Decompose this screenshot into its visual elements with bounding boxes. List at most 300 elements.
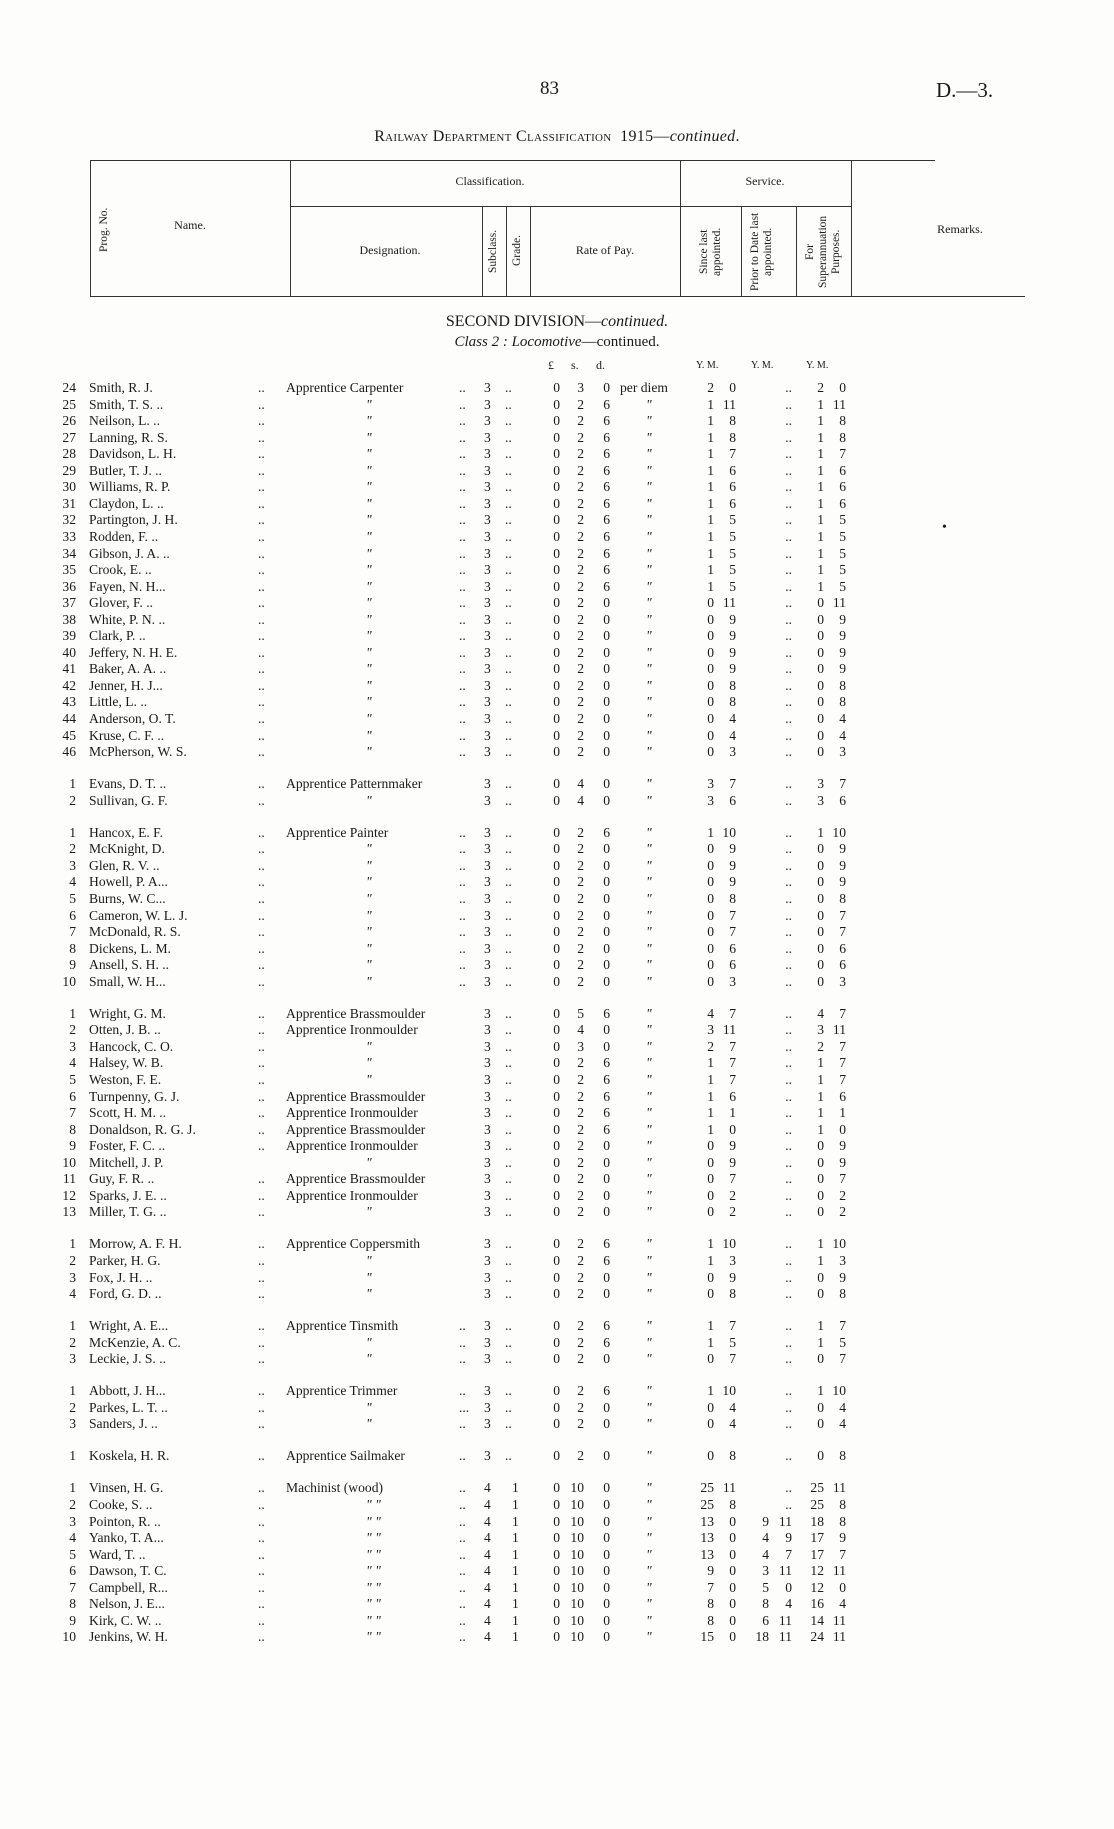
pay-pence-cell: 0 xyxy=(603,890,610,906)
pay-shillings-cell: 2 xyxy=(577,711,584,726)
super-years-cell: 0 xyxy=(817,957,824,973)
since-months-cell: 5 xyxy=(729,1334,736,1350)
table-row xyxy=(0,595,1114,612)
leader-dots: .. xyxy=(258,924,265,940)
designation-cell: " xyxy=(366,462,372,478)
pay-pounds-cell: 0 xyxy=(553,528,560,544)
prog-no-cell: 24 xyxy=(62,380,76,395)
prog-no-cell: 7 xyxy=(69,1105,76,1121)
table-row xyxy=(0,1286,1114,1303)
since-months-cell: 11 xyxy=(722,595,736,611)
pay-unit-cell: " xyxy=(646,727,652,743)
leader-dots: .. xyxy=(258,1416,265,1432)
prog-no-cell: 7 xyxy=(69,924,76,940)
super-months-cell: 0 xyxy=(839,1121,846,1137)
name-cell: Jeffery, N. H. E. xyxy=(89,644,178,660)
super-years-cell: 1 xyxy=(817,1071,824,1087)
header-bottom-rule xyxy=(90,296,1025,297)
header-vrule-3 xyxy=(482,206,483,296)
super-months-cell: 4 xyxy=(839,1416,846,1432)
pay-unit-cell: " xyxy=(646,1383,652,1399)
prior-months-cell: .. xyxy=(785,562,792,578)
subclass-cell: 3 xyxy=(484,661,491,677)
name-cell: Fayen, N. H... xyxy=(89,578,166,594)
prog-no-cell: 25 xyxy=(62,396,76,412)
pay-pence-cell: 6 xyxy=(603,1236,610,1252)
pay-shillings-cell: 2 xyxy=(577,661,584,677)
since-months-cell: 9 xyxy=(729,857,736,873)
prior-months-cell: .. xyxy=(785,1334,792,1350)
designation-cell: Apprentice Brassmoulder xyxy=(286,1088,426,1104)
leader-dots: .. xyxy=(459,562,466,578)
prog-no-cell: 5 xyxy=(69,890,76,906)
class-heading xyxy=(0,334,1114,351)
table-row xyxy=(0,891,1114,908)
since-months-cell: 6 xyxy=(729,940,736,956)
designation-cell: " xyxy=(366,562,372,578)
name-cell: Lanning, R. S. xyxy=(89,429,168,445)
prog-no-cell: 32 xyxy=(62,512,76,528)
pay-unit-cell: " xyxy=(646,528,652,544)
leader-dots: .. xyxy=(459,446,466,462)
leader-dots: .. xyxy=(258,462,265,478)
name-cell: Miller, T. G. .. xyxy=(89,1204,167,1220)
leader-dots: .. xyxy=(459,857,466,873)
super-months-cell: 2 xyxy=(839,1187,846,1203)
super-months-cell: 9 xyxy=(839,644,846,660)
super-years-cell: 0 xyxy=(817,1448,824,1464)
since-years-cell: 1 xyxy=(707,396,714,412)
designation-cell: " xyxy=(366,1416,372,1432)
table-row xyxy=(0,1335,1114,1352)
prior-months-cell: .. xyxy=(785,1286,792,1302)
name-cell: Parkes, L. T. .. xyxy=(89,1399,168,1415)
leader-dots: .. xyxy=(459,973,466,989)
pay-shillings-cell: 2 xyxy=(577,595,584,611)
super-years-cell: 0 xyxy=(817,940,824,956)
pay-shillings-cell: 10 xyxy=(570,1513,584,1529)
since-years-cell: 1 xyxy=(707,1334,714,1350)
pay-pence-cell: 6 xyxy=(603,479,610,495)
grade-cell: 1 xyxy=(512,1563,519,1579)
since-years-cell: 13 xyxy=(700,1546,714,1562)
since-months-cell: 3 xyxy=(729,973,736,989)
table-row xyxy=(0,479,1114,496)
prog-no-cell: 42 xyxy=(62,677,76,693)
prog-no-cell: 3 xyxy=(69,1351,76,1367)
name-cell: Wright, G. M. xyxy=(89,1005,166,1021)
super-months-cell: 4 xyxy=(839,1399,846,1415)
pay-pounds-cell: 0 xyxy=(553,841,560,857)
pay-unit-cell: " xyxy=(646,413,652,429)
prog-no-cell: 38 xyxy=(62,611,76,627)
super-months-cell: 0 xyxy=(839,380,846,395)
subclass-cell: 3 xyxy=(484,1448,491,1464)
since-months-cell: 8 xyxy=(729,1286,736,1302)
subclass-cell: 3 xyxy=(484,1204,491,1220)
since-months-cell: 3 xyxy=(729,1252,736,1268)
designation-cell: " " xyxy=(366,1530,381,1546)
since-months-cell: 7 xyxy=(729,446,736,462)
subclass-cell: 3 xyxy=(484,396,491,412)
pay-shillings-cell: 2 xyxy=(577,973,584,989)
super-months-cell: 6 xyxy=(839,940,846,956)
pay-pence-cell: 0 xyxy=(603,1629,610,1645)
pay-unit-cell: " xyxy=(646,973,652,989)
leader-dots: .. xyxy=(505,1416,512,1432)
pay-shillings-cell: 2 xyxy=(577,1187,584,1203)
leader-dots: .. xyxy=(459,890,466,906)
super-years-cell: 1 xyxy=(817,413,824,429)
pay-pence-cell: 6 xyxy=(603,824,610,840)
subclass-cell: 3 xyxy=(484,924,491,940)
since-months-cell: 9 xyxy=(729,841,736,857)
name-cell: Little, L. .. xyxy=(89,694,148,710)
super-years-cell: 0 xyxy=(817,644,824,660)
division-heading xyxy=(0,313,1114,331)
pay-unit-cell: " xyxy=(646,595,652,611)
table-row xyxy=(0,728,1114,745)
super-years-cell: 0 xyxy=(817,874,824,890)
since-years-cell: 0 xyxy=(707,1171,714,1187)
since-months-cell: 8 xyxy=(729,1497,736,1512)
table-row xyxy=(0,1480,1114,1497)
since-months-cell: 7 xyxy=(729,907,736,923)
pay-shillings-cell: 2 xyxy=(577,562,584,578)
prog-no-cell: 29 xyxy=(62,462,76,478)
subclass-cell: 3 xyxy=(484,890,491,906)
subclass-cell: 3 xyxy=(484,479,491,495)
super-years-cell: 1 xyxy=(817,495,824,511)
pay-unit-cell: " xyxy=(646,1286,652,1302)
designation-cell: " xyxy=(366,890,372,906)
designation-cell: Apprentice Sailmaker xyxy=(286,1448,405,1464)
table-row xyxy=(0,628,1114,645)
prog-no-cell: 3 xyxy=(69,1513,76,1529)
table-row xyxy=(0,744,1114,761)
designation-cell: " xyxy=(366,644,372,660)
table-row xyxy=(0,1530,1114,1547)
super-years-cell: 0 xyxy=(817,924,824,940)
grade-cell: 1 xyxy=(512,1596,519,1612)
pay-pounds-cell: 0 xyxy=(553,446,560,462)
table-row xyxy=(0,1547,1114,1564)
super-years-cell: 1 xyxy=(817,1055,824,1071)
name-cell: Burns, W. C... xyxy=(89,890,166,906)
pay-shillings-cell: 2 xyxy=(577,462,584,478)
leader-dots: .. xyxy=(258,628,265,644)
designation-cell: " xyxy=(366,711,372,726)
super-months-cell: 7 xyxy=(839,1318,846,1334)
leader-dots: .. xyxy=(258,413,265,429)
table-row xyxy=(0,1155,1114,1172)
since-years-cell: 0 xyxy=(707,628,714,644)
pay-unit-cell: " xyxy=(646,661,652,677)
designation-cell: " xyxy=(366,1204,372,1220)
pay-shillings-cell: 2 xyxy=(577,1318,584,1334)
table-row xyxy=(0,1204,1114,1221)
table-row xyxy=(0,924,1114,941)
prog-no-cell: 3 xyxy=(69,1416,76,1432)
pay-pence-cell: 0 xyxy=(603,1351,610,1367)
table-row xyxy=(0,825,1114,842)
since-months-cell: 4 xyxy=(729,1399,736,1415)
designation-cell: " xyxy=(366,677,372,693)
prior-years-cell: 6 xyxy=(762,1612,769,1628)
since-years-cell: 0 xyxy=(707,957,714,973)
name-cell: Ford, G. D. .. xyxy=(89,1286,162,1302)
name-cell: Hancox, E. F. xyxy=(89,824,164,840)
prior-months-cell: .. xyxy=(785,595,792,611)
pay-shillings-cell: 2 xyxy=(577,495,584,511)
leader-dots: .. xyxy=(459,841,466,857)
super-years-cell: 0 xyxy=(817,1399,824,1415)
since-years-cell: 0 xyxy=(707,677,714,693)
pay-pence-cell: 6 xyxy=(603,1383,610,1399)
leader-dots: .. xyxy=(505,1286,512,1302)
super-months-cell: 6 xyxy=(839,792,846,808)
pay-shillings-cell: 5 xyxy=(577,1005,584,1021)
super-months-cell: 11 xyxy=(832,396,846,412)
pay-pounds-cell: 0 xyxy=(553,973,560,989)
pay-pence-cell: 0 xyxy=(603,677,610,693)
since-years-cell: 25 xyxy=(700,1497,714,1512)
designation-cell: Apprentice Brassmoulder xyxy=(286,1005,426,1021)
prior-months-cell: .. xyxy=(785,1171,792,1187)
pay-pence-cell: 0 xyxy=(603,727,610,743)
prog-no-cell: 30 xyxy=(62,479,76,495)
pay-pounds-cell: 0 xyxy=(553,462,560,478)
subclass-cell: 4 xyxy=(484,1480,491,1496)
prog-no-cell: 4 xyxy=(69,1055,76,1071)
prior-months-cell: .. xyxy=(785,1154,792,1170)
pay-pence-cell: 0 xyxy=(603,1187,610,1203)
designation-cell: " xyxy=(366,628,372,644)
pay-unit-cell: " xyxy=(646,744,652,760)
pay-pounds-cell: 0 xyxy=(553,1138,560,1154)
pay-pounds-cell: 0 xyxy=(553,907,560,923)
leader-dots: .. xyxy=(505,1236,512,1252)
subclass-cell: 3 xyxy=(484,1071,491,1087)
pay-unit-cell: " xyxy=(646,479,652,495)
pay-pence-cell: 0 xyxy=(603,973,610,989)
leader-dots: .. xyxy=(459,940,466,956)
pay-pounds-cell: 0 xyxy=(553,1269,560,1285)
super-months-cell: 11 xyxy=(832,1629,846,1645)
name-cell: McKenzie, A. C. xyxy=(89,1334,181,1350)
prior-months-cell: .. xyxy=(785,380,792,395)
pay-pence-cell: 6 xyxy=(603,1005,610,1021)
leader-dots: .. xyxy=(505,1252,512,1268)
prog-no-cell: 6 xyxy=(69,907,76,923)
pay-pounds-cell: 0 xyxy=(553,890,560,906)
super-years-cell: 0 xyxy=(817,857,824,873)
since-years-cell: 7 xyxy=(707,1579,714,1595)
prior-years-cell: 9 xyxy=(762,1513,769,1529)
leader-dots: .. xyxy=(258,1497,265,1512)
since-months-cell: 9 xyxy=(729,1154,736,1170)
pay-unit-cell: " xyxy=(646,429,652,445)
pay-shillings-cell: 4 xyxy=(577,776,584,792)
subclass-cell: 3 xyxy=(484,677,491,693)
designation-cell: " xyxy=(366,1269,372,1285)
header-prog-no: Prog. No. xyxy=(98,207,110,253)
prior-months-cell: .. xyxy=(785,1187,792,1203)
leader-dots: .. xyxy=(459,744,466,760)
name-cell: Kirk, C. W. .. xyxy=(89,1612,162,1628)
prior-months-cell: .. xyxy=(785,1252,792,1268)
table-row xyxy=(0,380,1114,397)
since-years-cell: 1 xyxy=(707,1236,714,1252)
pay-unit-cell: " xyxy=(646,1579,652,1595)
table-row xyxy=(0,1022,1114,1039)
leader-dots: .. xyxy=(459,1318,466,1334)
super-years-cell: 0 xyxy=(817,841,824,857)
subclass-cell: 3 xyxy=(484,792,491,808)
leader-dots: .. xyxy=(505,1088,512,1104)
unit-shillings: s. xyxy=(571,358,579,372)
pay-pence-cell: 0 xyxy=(603,1530,610,1546)
super-years-cell: 0 xyxy=(817,1187,824,1203)
table-row xyxy=(0,941,1114,958)
pay-unit-cell: " xyxy=(646,874,652,890)
subclass-cell: 3 xyxy=(484,512,491,528)
table-row xyxy=(0,1253,1114,1270)
prog-no-cell: 27 xyxy=(62,429,76,445)
prog-no-cell: 10 xyxy=(62,1629,76,1645)
pay-unit-cell: " xyxy=(646,1546,652,1562)
super-years-cell: 0 xyxy=(817,1138,824,1154)
super-years-cell: 1 xyxy=(817,1121,824,1137)
since-months-cell: 0 xyxy=(729,380,736,395)
since-years-cell: 0 xyxy=(707,940,714,956)
super-years-cell: 14 xyxy=(810,1612,824,1628)
super-years-cell: 24 xyxy=(810,1629,824,1645)
pay-pounds-cell: 0 xyxy=(553,1497,560,1512)
since-months-cell: 0 xyxy=(729,1579,736,1595)
pay-pounds-cell: 0 xyxy=(553,776,560,792)
pay-shillings-cell: 2 xyxy=(577,924,584,940)
super-months-cell: 3 xyxy=(839,1252,846,1268)
pay-shillings-cell: 3 xyxy=(577,1038,584,1054)
super-months-cell: 7 xyxy=(839,1171,846,1187)
super-months-cell: 8 xyxy=(839,1497,846,1512)
subclass-cell: 3 xyxy=(484,578,491,594)
pay-pounds-cell: 0 xyxy=(553,1416,560,1432)
pay-pounds-cell: 0 xyxy=(553,1530,560,1546)
pay-pence-cell: 0 xyxy=(603,940,610,956)
pay-pence-cell: 6 xyxy=(603,429,610,445)
since-years-cell: 0 xyxy=(707,874,714,890)
leader-dots: ... xyxy=(459,1399,470,1415)
title-dash: — xyxy=(653,128,670,145)
pay-unit-cell: " xyxy=(646,841,652,857)
prog-no-cell: 26 xyxy=(62,413,76,429)
leader-dots: .. xyxy=(505,595,512,611)
pay-pounds-cell: 0 xyxy=(553,1038,560,1054)
since-years-cell: 1 xyxy=(707,446,714,462)
pay-pence-cell: 0 xyxy=(603,1022,610,1038)
name-cell: Crook, E. .. xyxy=(89,562,152,578)
prior-months-cell: .. xyxy=(785,677,792,693)
leader-dots: .. xyxy=(459,512,466,528)
prior-months-cell: .. xyxy=(785,940,792,956)
prior-months-cell: .. xyxy=(785,907,792,923)
name-cell: White, P. N. .. xyxy=(89,611,166,627)
table-row xyxy=(0,397,1114,414)
super-years-cell: 25 xyxy=(810,1497,824,1512)
since-years-cell: 1 xyxy=(707,512,714,528)
pay-pounds-cell: 0 xyxy=(553,1022,560,1038)
pay-unit-cell: " xyxy=(646,495,652,511)
since-months-cell: 8 xyxy=(729,429,736,445)
subclass-cell: 3 xyxy=(484,462,491,478)
pay-pence-cell: 0 xyxy=(603,1546,610,1562)
leader-dots: .. xyxy=(258,776,265,792)
designation-cell: " xyxy=(366,940,372,956)
leader-dots: .. xyxy=(459,1383,466,1399)
prior-months-cell: .. xyxy=(785,1055,792,1071)
super-months-cell: 9 xyxy=(839,857,846,873)
pay-shillings-cell: 2 xyxy=(577,677,584,693)
since-months-cell: 6 xyxy=(729,462,736,478)
pay-shillings-cell: 2 xyxy=(577,744,584,760)
table-row xyxy=(0,1580,1114,1597)
prior-months-cell: .. xyxy=(785,727,792,743)
subclass-cell: 3 xyxy=(484,1088,491,1104)
subclass-cell: 3 xyxy=(484,380,491,395)
pay-pence-cell: 6 xyxy=(603,1252,610,1268)
name-cell: Donaldson, R. G. J. xyxy=(89,1121,196,1137)
prog-no-cell: 4 xyxy=(69,1530,76,1546)
pay-unit-cell: " xyxy=(646,1236,652,1252)
pay-shillings-cell: 2 xyxy=(577,1171,584,1187)
subclass-cell: 4 xyxy=(484,1579,491,1595)
pay-pence-cell: 0 xyxy=(603,1612,610,1628)
subclass-cell: 3 xyxy=(484,940,491,956)
pay-shillings-cell: 2 xyxy=(577,644,584,660)
since-months-cell: 6 xyxy=(729,1088,736,1104)
pay-shillings-cell: 2 xyxy=(577,413,584,429)
leader-dots: .. xyxy=(459,824,466,840)
leader-dots: .. xyxy=(505,545,512,561)
name-cell: Campbell, R... xyxy=(89,1579,168,1595)
since-months-cell: 11 xyxy=(722,1480,736,1496)
name-cell: Scott, H. M. .. xyxy=(89,1105,167,1121)
super-years-cell: 1 xyxy=(817,578,824,594)
name-cell: Butler, T. J. .. xyxy=(89,462,162,478)
leader-dots: .. xyxy=(258,1055,265,1071)
pay-shillings-cell: 4 xyxy=(577,792,584,808)
prior-months-cell: .. xyxy=(785,694,792,710)
super-years-cell: 3 xyxy=(817,792,824,808)
designation-cell: " " xyxy=(366,1513,381,1529)
leader-dots: .. xyxy=(505,677,512,693)
prior-months-cell: .. xyxy=(785,711,792,726)
leader-dots: .. xyxy=(459,495,466,511)
super-months-cell: 10 xyxy=(832,1383,846,1399)
unit-ym-since: Y. M. xyxy=(696,360,719,371)
since-years-cell: 2 xyxy=(707,1038,714,1054)
prior-years-cell: 4 xyxy=(762,1530,769,1546)
prior-months-cell: .. xyxy=(785,1236,792,1252)
designation-cell: " xyxy=(366,1252,372,1268)
super-months-cell: 7 xyxy=(839,446,846,462)
leader-dots: .. xyxy=(459,1579,466,1595)
designation-cell: " xyxy=(366,578,372,594)
pay-pence-cell: 0 xyxy=(603,1513,610,1529)
pay-unit-cell: " xyxy=(646,1318,652,1334)
